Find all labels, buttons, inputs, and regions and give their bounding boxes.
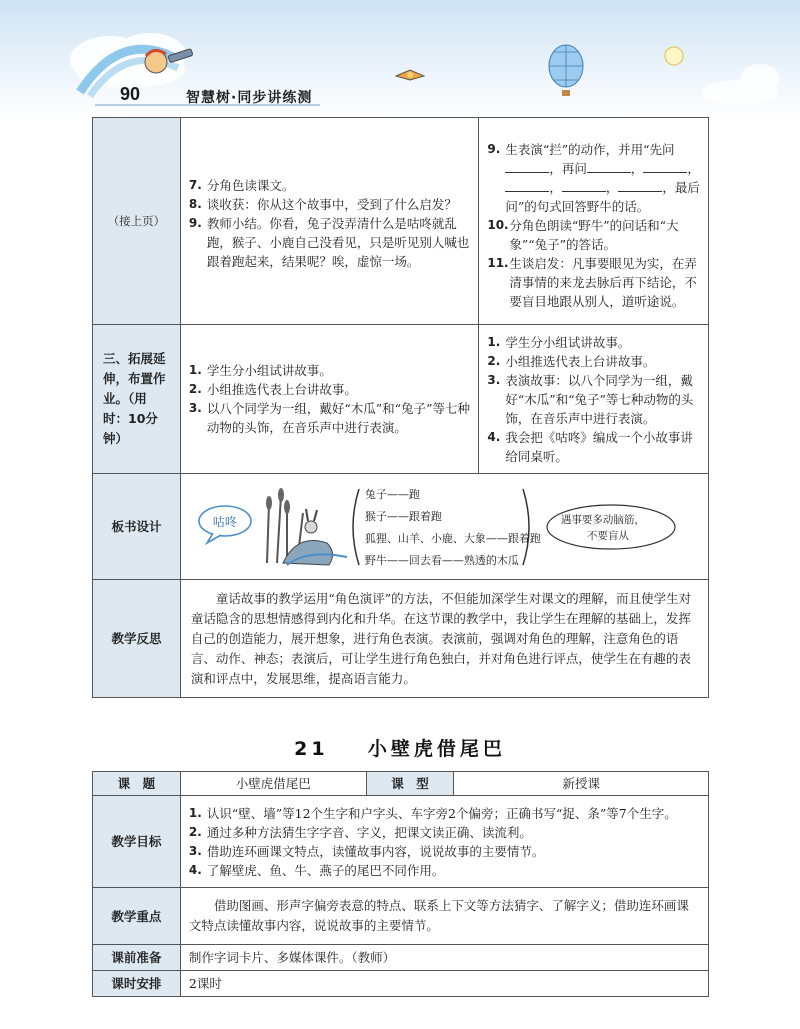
list-item: 4. 了解壁虎、鱼、牛、燕子的尾巴不同作用。 [188, 862, 445, 878]
list-item: 1. 学生分小组试讲故事。 [487, 334, 631, 350]
topic-value: 小壁虎借尾巴 [180, 772, 366, 796]
reeds-and-rabbit-icon [266, 488, 347, 565]
type-label: 课 型 [366, 772, 454, 796]
board-line: 狐狸、山羊、小鹿、大象——跟着跑 [364, 531, 541, 545]
list-item: 3. 以八个同学为一组，戴好“木瓜”和“兔子”等七种动物的头饰，在音乐声中进行表演。 [188, 401, 470, 435]
type-value: 新授课 [454, 772, 709, 796]
table-row-topic [93, 772, 709, 796]
list-item: 11. 生谈启发：凡事要眼见为实，在弄清事情的来龙去脉后再下结论，不要盲目地跟从别人，道听途说。 [487, 256, 697, 309]
list-item: 4. 我会把《咕咚》编成一个小故事讲给同桌听。 [487, 429, 693, 464]
board-line: 猴子——跟着跑 [364, 509, 442, 523]
goals-label: 教学目标 [93, 796, 181, 888]
schedule-text: 2课时 [180, 971, 708, 997]
bubble-text: 咕咚 [212, 514, 237, 529]
book-title: 智慧树·同步讲练测 [186, 90, 313, 106]
key-points-label: 教学重点 [93, 888, 181, 945]
board-note-line2: 不要盲从 [586, 529, 629, 542]
lesson-name: 小壁虎借尾巴 [367, 738, 506, 760]
row-label-continued: （接上页） [93, 118, 181, 325]
row-label-extension: 三、拓展延伸，布置作业。（用时：10分钟） [93, 325, 181, 474]
list-item: 7. 分角色读课文。 [188, 178, 295, 193]
list-item: 3. 表演故事：以八个同学为一组，戴好“木瓜”和“兔子”等七种动物的头饰，在音乐声中进行表演。 [487, 372, 694, 426]
schedule-label: 课时安排 [93, 971, 181, 997]
list-item: 9. 生表演“拦”的动作，并用“先问 ，再问 ， ， ， ， ，最后问”的句式回答野牛的话。 [487, 142, 700, 214]
preparation-text: 制作字词卡片、多媒体课件。（教师） [180, 945, 708, 971]
lesson-plan-table-21 [92, 771, 709, 997]
row-label-reflection: 教学反思 [93, 580, 181, 698]
list-item: 1. 认识“壁、墙”等12个生字和户字头、车字旁2个偏旁；正确书写“捉、条”等7个生字。 [188, 805, 677, 821]
list-item: 3. 借助连环画课文特点，读懂故事内容，说说故事的主要情节。 [188, 843, 545, 859]
lesson-number: 21 [294, 738, 329, 760]
table-row-extension [93, 325, 709, 474]
list-item: 8. 谈收获：你从这个故事中，受到了什么启发？ [188, 197, 457, 212]
board-design [180, 474, 708, 580]
teacher-activities-continued [180, 118, 478, 325]
table-row-preparation [93, 945, 709, 971]
key-points-text: 借助图画、形声字偏旁表意的特点、联系上下文等方法猜字、了解字义；借助连环画课文特点读懂故事内容，说说故事的主要情节。 [180, 888, 708, 945]
list-item: 2. 小组推选代表上台讲故事。 [487, 353, 656, 369]
table-row-reflection [93, 580, 709, 698]
lesson-title [0, 734, 800, 761]
board-line: 兔子——跑 [364, 487, 420, 501]
table-row-key-points [93, 888, 709, 945]
left-brace-icon [353, 489, 359, 565]
table-row-goals [93, 796, 709, 888]
goals-list [180, 796, 708, 888]
right-brace-icon [523, 489, 529, 565]
lesson-plan-table-continued [92, 117, 709, 698]
table-row-board-design [93, 474, 709, 580]
list-item: 10. 分角色朗读“野牛”的问话和“大象”“兔子”的答话。 [487, 218, 679, 252]
student-activities-continued [479, 118, 709, 325]
student-activities-extension [479, 325, 709, 474]
board-line: 野牛——回去看——熟透的木瓜 [364, 553, 519, 567]
list-item: 9. 教师小结。你看，兔子没弄清什么是咕咚就乱跑，猴子、小鹿自己没看见，只是听见别人喊也跟着跑起来，结果呢？唉，虚惊一场。 [188, 216, 470, 269]
page-number: 90 [120, 84, 141, 104]
reflection-text: 童话故事的教学运用“角色演评”的方法，不但能加深学生对课文的理解，而且使学生对童话隐含的思想情感得到内化和升华。在这节课的教学中，我让学生在理解的基础上，发挥自己的创造能力，展开想象，进行角色表演。表演前，强调对角色的理解，注意角色的语言、动作、神态；表演后，可让学生进行角色独白，并对角色进行评点，使学生在有趣的表演和评点中，发展思维，提高语言能力。 [180, 580, 708, 698]
teacher-activities-extension [180, 325, 478, 474]
table-row-schedule [93, 971, 709, 997]
board-note-line1: 遇事要多动脑筋， [560, 513, 645, 526]
list-item: 1. 学生分小组试讲故事。 [188, 363, 332, 378]
row-label-board-design: 板书设计 [93, 474, 181, 580]
list-item: 2. 通过多种方法猜生字字音、字义，把课文读正确、读流利。 [188, 824, 532, 840]
page-header [0, 0, 800, 118]
preparation-label: 课前准备 [93, 945, 181, 971]
list-item: 2. 小组推选代表上台讲故事。 [188, 382, 357, 397]
topic-label: 课 题 [93, 772, 181, 796]
table-row-continued [93, 118, 709, 325]
sun-icon [665, 47, 683, 65]
